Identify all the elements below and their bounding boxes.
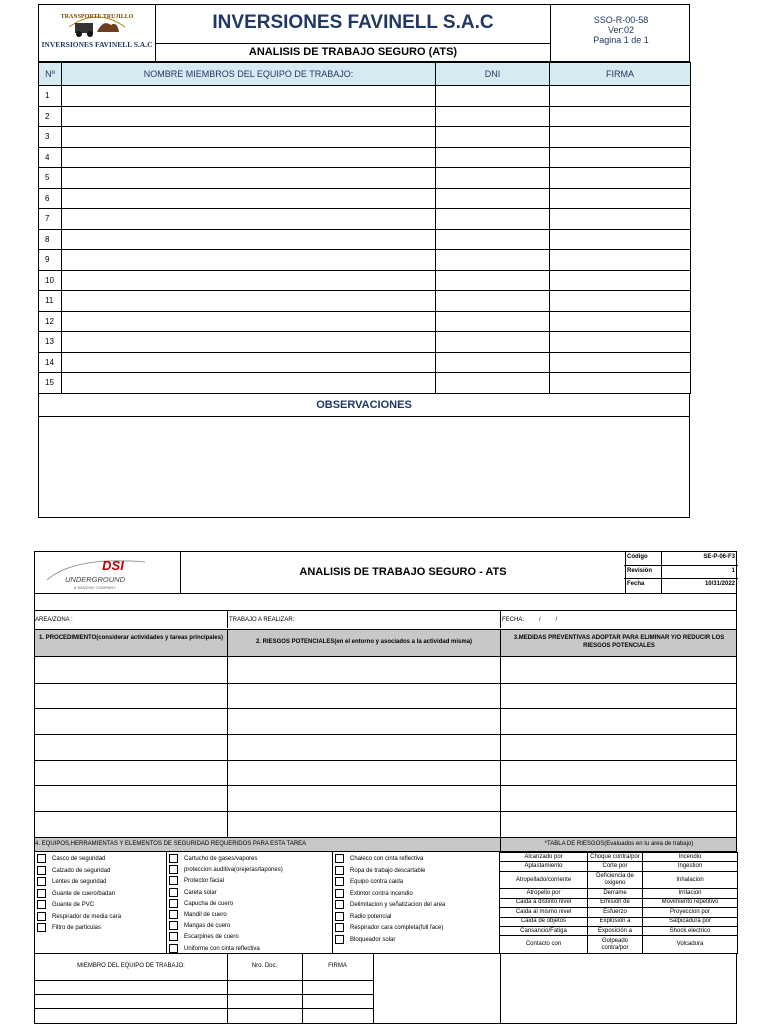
risk-cell: Incendio (643, 853, 738, 862)
member-name-cell[interactable] (62, 332, 436, 353)
checkbox-icon[interactable] (37, 923, 46, 932)
risk-cell: Inhalacion (643, 871, 738, 889)
row-number: 15 (39, 373, 62, 394)
equipment-item[interactable] (169, 888, 217, 897)
equipment-item[interactable] (169, 910, 227, 919)
procedure-headers (34, 630, 737, 657)
checkbox-icon[interactable] (37, 866, 46, 875)
risk-row (500, 889, 738, 898)
checkbox-icon[interactable] (335, 889, 344, 898)
row-number: 3 (39, 127, 62, 148)
equipment-item[interactable] (335, 935, 395, 944)
risk-cell: Esfuerzo (588, 908, 643, 917)
equipment-item[interactable] (37, 877, 106, 886)
signature-cell[interactable] (550, 270, 691, 291)
risk-row (500, 898, 738, 907)
member-name-cell[interactable] (62, 270, 436, 291)
spacer-row (34, 594, 737, 611)
risk-row (500, 926, 738, 935)
equipment-item[interactable] (169, 854, 257, 863)
equipment-item[interactable] (335, 889, 413, 898)
member-name-cell[interactable] (62, 229, 436, 250)
row-number: 13 (39, 332, 62, 353)
member-name-cell[interactable] (62, 311, 436, 332)
equipment-label: Bloqueador solar (350, 936, 396, 943)
checkbox-icon[interactable] (335, 935, 344, 944)
observations-field[interactable] (39, 417, 689, 517)
equipment-item[interactable] (37, 912, 121, 921)
checkbox-icon[interactable] (335, 866, 344, 875)
risk-cell: Choque contra/por (588, 853, 643, 862)
equipment-item[interactable] (37, 866, 110, 875)
document-code-box (550, 5, 691, 61)
col-dni: DNI (436, 63, 550, 86)
dsi-logo-text: DSI (102, 558, 124, 573)
signature-cell[interactable] (550, 250, 691, 271)
equipment-label: Delimitacion y señalizacion del area (350, 902, 446, 909)
table-row (39, 291, 691, 312)
equipment-label: Calzado de seguridad (52, 867, 111, 874)
checkbox-icon[interactable] (169, 865, 178, 874)
equipment-item[interactable] (37, 923, 101, 932)
company-logo (39, 5, 156, 61)
procedure-grid (34, 657, 737, 837)
risk-cell: Derrame (588, 889, 643, 898)
risk-cell: Contacto con (500, 936, 588, 954)
member-name-cell[interactable] (62, 373, 436, 394)
task-info-row (34, 611, 737, 630)
table-row (39, 311, 691, 332)
signature-cell[interactable] (550, 106, 691, 127)
meta-code: Código SE-P-06-F3 (624, 552, 738, 566)
member-name-cell[interactable] (62, 106, 436, 127)
table-row (39, 250, 691, 271)
risk-row (500, 908, 738, 917)
risk-table (499, 852, 738, 954)
risk-cell: Proyeccion por (643, 908, 738, 917)
table-row (39, 106, 691, 127)
risk-cell: Atropello por (500, 889, 588, 898)
equipment-item[interactable] (335, 923, 443, 932)
meta-date: Fecha 10/31/2022 (627, 581, 735, 588)
dni-cell[interactable] (436, 311, 550, 332)
risk-cell: Cansancio/Fatiga (500, 926, 588, 935)
checkbox-icon[interactable] (169, 944, 178, 953)
observations-title: OBSERVACIONES (39, 394, 689, 417)
equipment-label: Lentes de seguridad (52, 879, 107, 886)
checkbox-icon[interactable] (169, 910, 178, 919)
procedure-row[interactable] (34, 683, 737, 710)
risk-row (500, 917, 738, 926)
equipment-item[interactable] (335, 900, 445, 909)
row-number: 6 (39, 188, 62, 209)
member-name-cell[interactable] (62, 168, 436, 189)
equipment-label: Mandil de cuero (184, 912, 227, 919)
equipment-item[interactable] (37, 889, 115, 898)
col-member-name: NOMBRE MIEMBROS DEL EQUIPO DE TRABAJO: (62, 63, 436, 86)
equipment-label: Capucha de cuero (184, 900, 234, 907)
member-name-cell[interactable] (62, 147, 436, 168)
equipment-header: 4. EQUIPOS,HERRAMIENTAS Y ELEMENTOS DE SEGURIDAD REQUERIDOS PARA ESTA TAREA (35, 841, 307, 847)
ats-form-favinell (38, 4, 690, 518)
row-number: 4 (39, 147, 62, 168)
table-row (39, 127, 691, 148)
row-number: 14 (39, 352, 62, 373)
dni-cell[interactable] (436, 270, 550, 291)
col-measures: 3.MEDIDAS PREVENTIVAS ADOPTAR PARA ELIMINAR Y/O REDUCIR LOS RIESGOS POTENCIALES (513, 635, 725, 649)
dni-cell[interactable] (436, 188, 550, 209)
risk-cell: Deficiencia de oxigeno (588, 871, 643, 889)
risk-cell: Golpeado contra/por (588, 936, 643, 954)
members-table (35, 954, 374, 1023)
equipment-item[interactable] (169, 865, 283, 874)
risk-cell: Explosión a (588, 917, 643, 926)
doc-number-header: Nro. Doc. (251, 963, 278, 969)
equipment-label: Cartucho de gases/vapores (184, 856, 258, 863)
checkbox-icon[interactable] (37, 877, 46, 886)
table-row (39, 188, 691, 209)
equipment-label: Filtro de particulas (52, 925, 102, 932)
dsi-logo-small: A SANDVIK COMPANY (73, 585, 117, 590)
dsi-title: ANALISIS DE TRABAJO SEGURO - ATS (180, 552, 626, 593)
equipment-item[interactable] (37, 854, 105, 863)
checkbox-icon[interactable] (335, 923, 344, 932)
signature-cell[interactable] (550, 209, 691, 230)
col-number: Nº (39, 63, 62, 86)
equipment-label: Mangas de cuero (184, 923, 231, 930)
risk-cell: Exposición a (588, 926, 643, 935)
work-label: TRABAJO A REALIZAR: (229, 617, 295, 623)
row-number: 7 (39, 209, 62, 230)
equipment-label: Escarpines de cuero (184, 934, 239, 941)
document-version: Ver:02 (607, 25, 635, 35)
equipment-label: Guante de PVC (52, 902, 95, 909)
member-name-cell[interactable] (62, 250, 436, 271)
checkbox-icon[interactable] (335, 877, 344, 886)
dni-cell[interactable] (436, 332, 550, 353)
procedure-row[interactable] (34, 734, 737, 761)
equipment-label: Uniforme con cinta reflectiva (184, 945, 260, 952)
checkbox-icon[interactable] (169, 854, 178, 863)
equipment-item[interactable] (335, 866, 425, 875)
signature-cell[interactable] (550, 127, 691, 148)
dni-cell[interactable] (436, 229, 550, 250)
equipment-item[interactable] (169, 899, 233, 908)
col-procedure: 1. PROCEDIMIENTO(considerar actividades y tareas principales) (39, 635, 223, 641)
risk-cell: Aplastamiento (500, 862, 588, 871)
risk-row (500, 871, 738, 889)
dni-cell[interactable] (436, 147, 550, 168)
signature-header: FIRMA (328, 963, 347, 969)
equipment-item[interactable] (169, 944, 260, 953)
equipment-label: Respirador de media cara (52, 913, 122, 920)
row-number: 9 (39, 250, 62, 271)
row-number: 2 (39, 106, 62, 127)
checkbox-icon[interactable] (169, 921, 178, 930)
procedure-row[interactable] (34, 786, 737, 813)
signature-cell[interactable] (550, 86, 691, 107)
risk-row (500, 853, 738, 862)
checkbox-icon[interactable] (169, 899, 178, 908)
equipment-label: Extintor contra incendio (350, 890, 413, 897)
team-members-table (38, 62, 691, 394)
signature-cell[interactable] (550, 352, 691, 373)
signature-cell[interactable] (550, 291, 691, 312)
equipment-item[interactable] (169, 932, 239, 941)
member-name-cell[interactable] (62, 352, 436, 373)
equipment-item[interactable] (335, 854, 423, 863)
equipment-label: Ropa de trabajo descartable (350, 867, 426, 874)
dni-cell[interactable] (436, 209, 550, 230)
table-row (39, 209, 691, 230)
checkbox-icon[interactable] (169, 932, 178, 941)
risk-cell: Corte por (588, 862, 643, 871)
row-number: 12 (39, 311, 62, 332)
members-section (34, 954, 737, 1024)
area-label: AREA/ZONA : (35, 617, 73, 623)
document-code: SSO-R-00-58 (593, 15, 649, 25)
equipment-item[interactable] (169, 921, 230, 930)
member-name-cell[interactable] (62, 127, 436, 148)
risk-cell: Caida al mismo nivel (500, 908, 588, 917)
member-name-cell[interactable] (62, 291, 436, 312)
table-row (39, 147, 691, 168)
equipment-item[interactable] (335, 912, 391, 921)
equipment-item[interactable] (335, 877, 403, 886)
risk-cell: Atropellado/corriente (500, 871, 588, 889)
risk-cell: Salpicadura por (643, 917, 738, 926)
procedure-row[interactable] (34, 811, 737, 838)
risk-row (500, 936, 738, 954)
form-header (38, 4, 690, 62)
equipment-header-row (34, 837, 737, 852)
document-page: Pagina 1 de 1 (593, 35, 649, 45)
table-row (39, 352, 691, 373)
table-row (39, 86, 691, 107)
row-number: 5 (39, 168, 62, 189)
risk-cell: Irritacion (643, 889, 738, 898)
risk-cell: Ingestion (643, 862, 738, 871)
checkbox-icon[interactable] (37, 912, 46, 921)
logo-text-top: TRANSPORTE TRUJILLO (60, 14, 134, 20)
dni-cell[interactable] (436, 127, 550, 148)
equipment-label: Equipo contra caida (350, 879, 404, 886)
equipment-label: Casco de seguridad (52, 856, 106, 863)
col-risks: 2. RIESGOS POTENCIALES(en el entorno y asociados a la actividad misma) (255, 639, 473, 645)
risk-cell: Caida a distinto nivel (500, 898, 588, 907)
equipment-label: Chaleco con cinta reflectiva (350, 856, 424, 863)
table-row (39, 373, 691, 394)
ats-form-dsi (34, 551, 737, 1024)
checkbox-icon[interactable] (37, 900, 46, 909)
risk-row (500, 862, 738, 871)
row-number: 1 (39, 86, 62, 107)
signature-cell[interactable] (550, 311, 691, 332)
row-number: 10 (39, 270, 62, 291)
equipment-label: Radio potencial (350, 913, 392, 920)
meta-revision: Revisión 1 (624, 566, 738, 580)
dni-cell[interactable] (436, 291, 550, 312)
dni-cell[interactable] (436, 106, 550, 127)
risk-cell: Alcanzado por (500, 853, 588, 862)
dni-cell[interactable] (436, 352, 550, 373)
equipment-item[interactable] (37, 900, 94, 909)
form-subtitle: ANALISIS DE TRABAJO SEGURO (ATS) (248, 46, 458, 58)
signature-cell[interactable] (550, 188, 691, 209)
checkbox-icon[interactable] (169, 888, 178, 897)
equipment-label: Careta solar (184, 889, 217, 896)
dni-cell[interactable] (436, 250, 550, 271)
member-name-cell[interactable] (62, 188, 436, 209)
checkbox-icon[interactable] (169, 876, 178, 885)
dsi-header (34, 551, 737, 594)
dsi-logo-sub: UNDERGROUND (65, 575, 125, 584)
table-row (39, 332, 691, 353)
dni-cell[interactable] (436, 86, 550, 107)
equipment-label: Protector facial (184, 878, 225, 885)
procedure-row[interactable] (34, 760, 737, 787)
risk-cell: Caida de objetos (500, 917, 588, 926)
risk-cell: Emisión de (588, 898, 643, 907)
signature-cell[interactable] (550, 332, 691, 353)
risk-cell: Shock electrico (643, 926, 738, 935)
dsi-logo (35, 552, 180, 593)
checkbox-icon[interactable] (37, 854, 46, 863)
equipment-label: Respirador cara completa(full face) (350, 925, 444, 932)
signature-cell[interactable] (550, 168, 691, 189)
members-header: MIEMBRO DEL EQUIPO DE TRABAJO: (77, 963, 185, 969)
member-name-cell[interactable] (62, 86, 436, 107)
checkbox-icon[interactable] (335, 900, 344, 909)
table-row (39, 270, 691, 291)
checkbox-icon[interactable] (335, 854, 344, 863)
risk-table-header: *TABLA DE RIESGOS(Evaluados en tu area de trabajo) (544, 841, 694, 847)
equipment-item[interactable] (169, 876, 224, 885)
equipment-checklist (34, 852, 500, 954)
member-name-cell[interactable] (62, 209, 436, 230)
dni-cell[interactable] (436, 373, 550, 394)
table-row (39, 229, 691, 250)
equipment-label: proteccion auditiva(orejeras/tapones) (184, 867, 283, 874)
signature-cell[interactable] (550, 229, 691, 250)
dni-cell[interactable] (436, 168, 550, 189)
signature-cell[interactable] (550, 373, 691, 394)
row-number: 8 (39, 229, 62, 250)
risk-cell: Volcadura (643, 936, 738, 954)
col-signature: FIRMA (550, 63, 691, 86)
signature-cell[interactable] (550, 147, 691, 168)
procedure-row[interactable] (34, 657, 737, 684)
equipment-label: Guante de cuero/badan (52, 890, 116, 897)
checkbox-icon[interactable] (37, 889, 46, 898)
row-number: 11 (39, 291, 62, 312)
logo-text-bottom: INVERSIONES FAVINELL S.A.C (41, 40, 153, 49)
procedure-row[interactable] (34, 708, 737, 735)
risk-cell: Movimiento repetitivo (643, 898, 738, 907)
company-title: INVERSIONES FAVINELL S.A.C (156, 5, 550, 44)
checkbox-icon[interactable] (335, 912, 344, 921)
date-label: FECHA: / / (502, 617, 558, 623)
table-row (39, 168, 691, 189)
observations-section (38, 394, 690, 518)
